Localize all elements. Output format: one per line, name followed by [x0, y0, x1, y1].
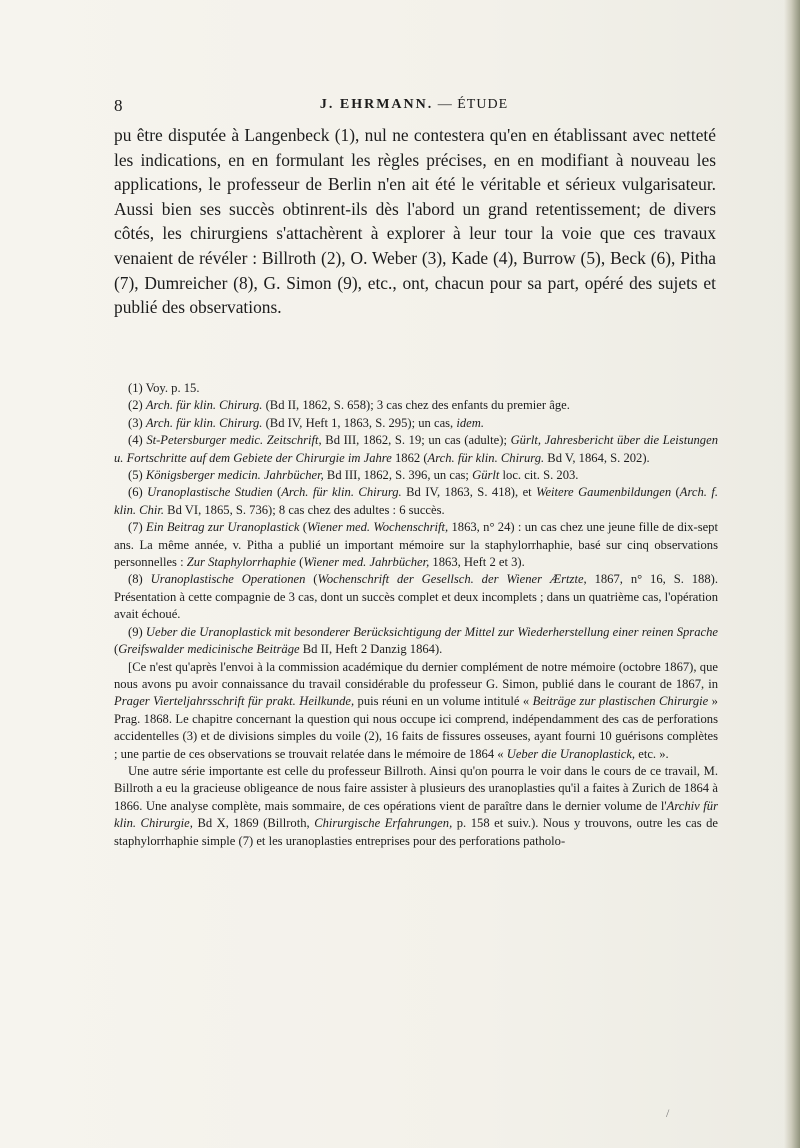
- footnote-7: (7) Ein Beitrag zur Uranoplastick (Wiener med. Wochenschrift, 1863, n° 24) : un cas chez une jeune fille de dix-sept ans. La même année, v. Pitha a publié un important mémoire sur la staphylorrhaphie, basé sur cinq observations personnelles : Zur Staphylorrhaphie (Wiener med. Jahrbücher, 1863, Heft 2 et 3).: [114, 520, 718, 570]
- footnote-3: (3) Arch. für klin. Chirurg. (Bd IV, Heft 1, 1863, S. 295); un cas, idem.: [128, 415, 484, 430]
- footnote-addendum-simon: [Ce n'est qu'après l'envoi à la commission académique du dernier complément de notre mémoire (octobre 1867), que nous avons pu avoir connaissance du travail considérable du professeur G. Simon, publié dans le courant de 1867, in Prager Vierteljahrsschrift für prakt. Heilkunde, puis réuni en un volume intitulé « Beiträge zur plastischen Chirurgie » Prag. 1868. Le chapitre concernant la question qui nous occupe ici comprend, indépendamment des cas de perforations accidentelles (3) et de divisions simples du voile (2), 16 faits de fissures osseuses, ayant fourni 10 guérisons complètes ; une partie de ces observations se trouvait relatée dans le mémoire de 1864 « Ueber die Uranoplastick, etc. ».: [114, 659, 718, 761]
- page-mark: /: [666, 1106, 670, 1120]
- main-text: [114, 123, 716, 320]
- header-separator: —: [437, 97, 453, 112]
- running-header: [114, 96, 714, 118]
- header-author: J. EHRMANN.: [319, 97, 434, 112]
- header-section: ÉTUDE: [457, 97, 509, 112]
- page-edge-shadow: [784, 0, 800, 1148]
- footnote-6: (6) Uranoplastische Studien (Arch. für klin. Chirurg. Bd IV, 1863, S. 418), et Weitere Gaumenbildungen (Arch. f. klin. Chir. Bd VI, 1865, S. 736); 8 cas chez des adultes : 6 succès.: [114, 485, 719, 517]
- footnote-8: (8) Uranoplastische Operationen (Wochenschrift der Gesellsch. der Wiener Ærtzte, 1867, n° 16, S. 188). Présentation à cette compagnie de 3 cas, dont un succès complet et deux incomplets ; dans un quatrième cas, l'opération avait échoué.: [114, 572, 718, 622]
- main-paragraph: pu être disputée à Langenbeck (1), nul ne contestera qu'en en établissant avec netteté les indications, en en formulant les règles précises, en en modifiant à nouveau les applications, le professeur de Berlin n'en ait été le véritable et sérieux vulgarisateur. Aussi bien ses succès obtinrent-ils dès l'abord un grand retentissement; de divers côtés, les chirurgiens s'attachèrent à explorer à leur tour la voie que ces travaux venaient de révéler : Billroth (2), O. Weber (3), Kade (4), Burrow (5), Beck (6), Pitha (7), Dumreicher (8), G. Simon (9), etc., ont, chacun pour sa part, opéré des sujets et publié des observations.: [114, 125, 716, 318]
- running-title: [114, 97, 714, 113]
- footnote-1: (1) Voy. p. 15.: [128, 381, 200, 395]
- page-number: 8: [114, 96, 123, 115]
- footnote-9: (9) Ueber die Uranoplastick mit besonderer Berücksichtigung der Mittel zur Wiederherstellung einer reinen Sprache (Greifswalder medicinische Beiträge Bd II, Heft 2 Danzig 1864).: [114, 624, 718, 657]
- footnote-4: (4) St-Petersburger medic. Zeitschrift, Bd III, 1862, S. 19; un cas (adulte); Gürlt, Jahresbericht über die Leistungen u. Fortschritte auf dem Gebiete der Chirurgie im Jahre 1862 (Arch. für klin. Chirurg. Bd V, 1864, S. 202).: [114, 433, 718, 465]
- footnote-2: (2) Arch. für klin. Chirurg. (Bd II, 1862, S. 658); 3 cas chez des enfants du premier âge.: [128, 398, 570, 413]
- footnote-addendum-billroth: Une autre série importante est celle du professeur Billroth. Ainsi qu'on pourra le voir dans le cours de ce travail, M. Billroth a eu la gracieuse obligeance de nous faire assister à plusieurs des uranoplasties qu'il a faites à Zurich de 1864 à 1866. Une analyse complète, mais sommaire, de ces opérations vient de paraître dans le dernier volume de l'Archiv für klin. Chirurgie, Bd X, 1869 (Billroth, Chirurgische Erfahrungen, p. 158 et suiv.). Nous y trouvons, outre les cas de staphylorrhaphie simple (7) et les uranoplasties entreprises pour des perforations patholo-: [114, 763, 719, 848]
- footnotes: [114, 380, 718, 850]
- footnote-5: (5) Königsberger medicin. Jahrbücher, Bd III, 1862, S. 396, un cas; Gürlt loc. cit. S. 203.: [128, 468, 579, 483]
